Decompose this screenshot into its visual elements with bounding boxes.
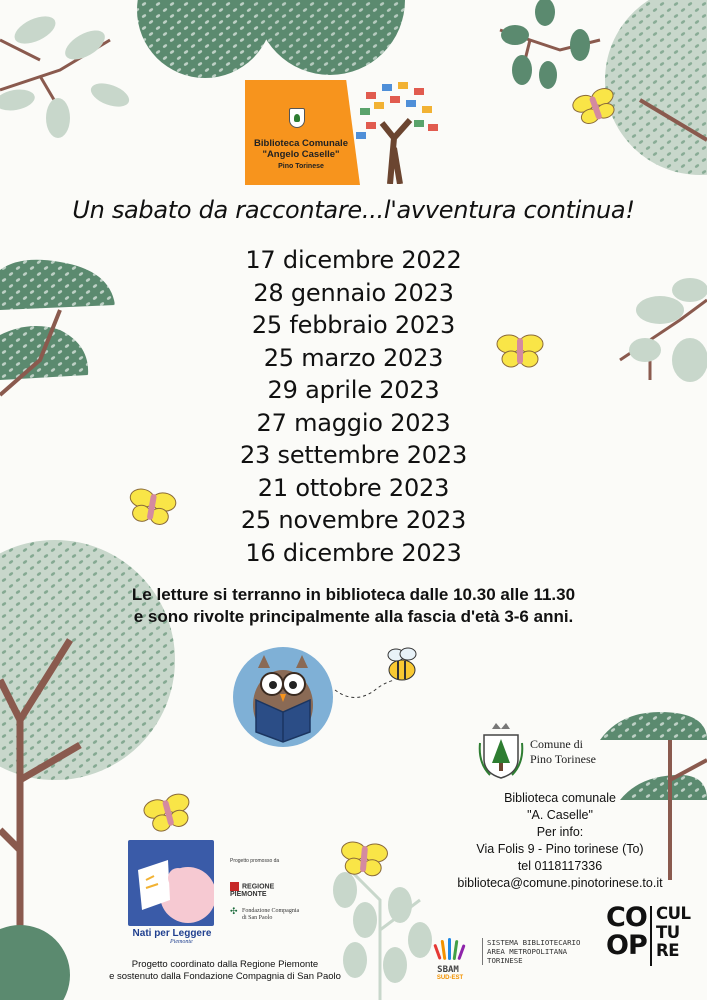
date-item: 29 aprile 2023 [267,376,440,404]
info-text [0,584,707,628]
library-logo-place: Pino Torinese [278,163,324,170]
date-item: 23 settembre 2023 [239,441,468,469]
info-line2: e sono rivolte principalmente alla fascia d'età 3-6 anni. [133,607,574,626]
credits-line2: e sostenuto dalla Fondazione Compagnia di San Paolo [109,971,341,982]
contact-line1: Biblioteca comunale [504,791,616,805]
page-subtitle: Un sabato da raccontare...l'avventura continua! [72,196,635,224]
comune-logo [478,723,628,783]
coopculture-logo [600,900,692,972]
owl-reading-icon [233,647,333,747]
butterfly-icon [340,841,389,877]
promo-header: Progetto promosso da [230,858,280,864]
contact-address: Via Folis 9 - Pino torinese (To) [476,842,644,856]
library-logo-line2: "Angelo Caselle" [262,149,340,160]
sbam-icon [428,936,468,964]
date-item: 27 maggio 2023 [256,408,451,437]
sbam-name: SBAM [437,965,459,975]
comune-line2: Pino Torinese [530,752,596,766]
comune-crest-icon [478,723,524,779]
date-item: 21 ottobre 2023 [257,473,450,502]
date-item: 25 febbraio 2023 [251,311,456,339]
credits-text [60,959,390,983]
dates-list [0,244,707,569]
info-line1: Le letture si terranno in biblioteca dalle 10.30 alle 11.30 [131,585,576,604]
npl-sub: Piemonte [170,939,193,945]
promoters-block [230,858,300,938]
tree-top-center [137,0,405,78]
nati-per-leggere-logo [128,840,214,945]
sbam-logo [428,936,581,986]
regione-logo: REGIONE PIEMONTE [230,882,300,898]
leaves-top-left [0,11,132,138]
library-logo [245,80,360,185]
date-item: 16 dicembre 2023 [245,538,462,567]
contact-line2: "A. Caselle" [527,808,593,822]
date-item: 25 novembre 2023 [240,506,467,534]
child-reading-icon [128,840,214,926]
npl-label: Nati per Leggere [132,928,212,939]
sbam-area: SUD-EST [436,975,464,981]
date-item: 17 dicembre 2022 [245,246,462,274]
date-item: 28 gennaio 2023 [253,278,454,307]
coop-right: CUL TU RE [656,904,691,960]
book-tree-icon [352,78,442,184]
contact-email[interactable]: biblioteca@comune.pinotorinese.to.it [457,876,663,890]
contact-block [420,790,700,892]
comune-line1: Comune di [530,737,583,751]
butterfly-icon [142,792,195,835]
crest-icon [289,108,305,128]
bee-icon [335,648,416,698]
butterfly-icon [570,86,619,128]
library-logo-line1: Biblioteca Comunale [254,138,348,149]
sbam-desc: SISTEMA BIBLIOTECARIO AREA METROPOLITANA TORINESE [482,938,582,965]
coop-left: CO OP [606,902,647,961]
tree-top-right [605,0,707,175]
credits-line1: Progetto coordinato dalla Regione Piemonte [131,959,319,970]
fondazione-logo: ✣ Fondazione Compagnia di San Paolo [230,908,300,922]
contact-line3: Per info: [536,825,584,839]
contact-phone: tel 0118117336 [517,859,603,873]
date-item: 25 marzo 2023 [263,343,444,372]
